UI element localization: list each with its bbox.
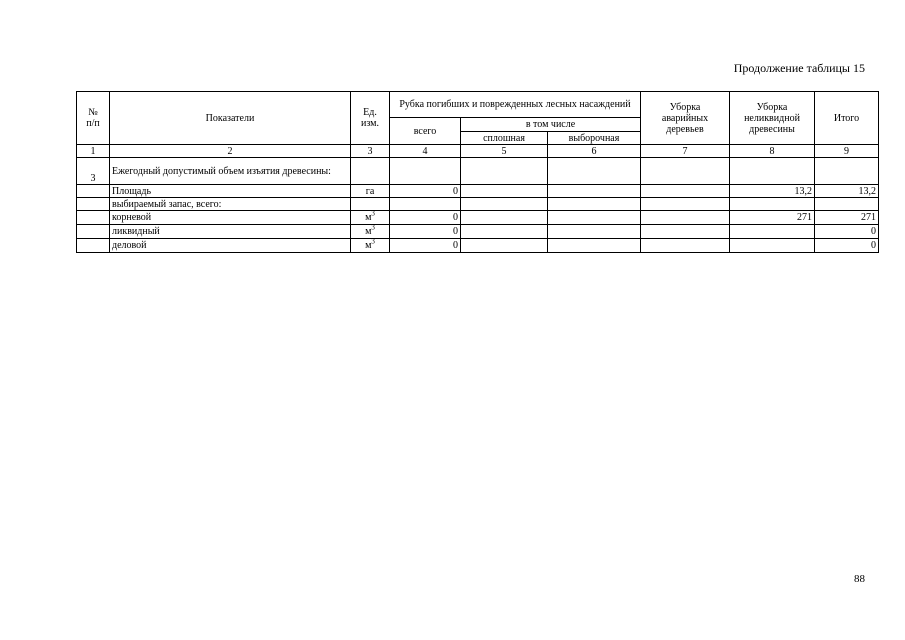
table-row	[77, 239, 879, 253]
row-value-6	[548, 211, 641, 225]
row-value-4: 0	[390, 239, 461, 253]
col-number-5: 5	[461, 145, 548, 158]
col-number-2: 2	[110, 145, 351, 158]
col-number-1: 1	[77, 145, 110, 158]
header-indicators: Показатели	[110, 92, 351, 145]
row-value-9: 13,2	[815, 185, 879, 198]
header-num: № п/п	[77, 92, 110, 145]
row-name: выбираемый запас, всего:	[110, 198, 351, 211]
col-number-3: 3	[351, 145, 390, 158]
table-caption: Продолжение таблицы 15	[733, 61, 865, 75]
header-unit: Ед. изм.	[351, 92, 390, 145]
row-value-8	[730, 225, 815, 239]
table-row	[77, 185, 879, 198]
table-row	[77, 158, 879, 185]
row-name: Ежегодный допустимый объем изъятия древесины:	[110, 158, 351, 185]
col-number-7: 7	[641, 145, 730, 158]
row-value-9: 271	[815, 211, 879, 225]
row-num	[77, 185, 110, 198]
row-name: корневой	[110, 211, 351, 225]
col-number-8: 8	[730, 145, 815, 158]
row-value-7	[641, 185, 730, 198]
header-clear: сплошная	[461, 132, 548, 145]
row-name: ликвидный	[110, 225, 351, 239]
row-num	[77, 225, 110, 239]
row-value-4: 0	[390, 211, 461, 225]
header-including: в том числе	[461, 118, 641, 132]
row-value-5	[461, 211, 548, 225]
row-num	[77, 211, 110, 225]
table-row	[77, 198, 879, 211]
row-value-5	[461, 239, 548, 253]
table-row	[77, 225, 879, 239]
table-row	[77, 211, 879, 225]
col-number-9: 9	[815, 145, 879, 158]
row-name: Площадь	[110, 185, 351, 198]
row-value-7	[641, 239, 730, 253]
row-value-6	[548, 185, 641, 198]
col-number-6: 6	[548, 145, 641, 158]
row-unit: $м^3$	[351, 225, 390, 239]
col-number-4: 4	[390, 145, 461, 158]
row-value-6	[548, 239, 641, 253]
header-nonliquid: Уборка неликвидной древесины	[730, 92, 815, 145]
row-value-7	[641, 211, 730, 225]
header-selective: выборочная	[548, 132, 641, 145]
row-value-9: 0	[815, 239, 879, 253]
row-value-4: 0	[390, 225, 461, 239]
row-value-8: 271	[730, 211, 815, 225]
row-value-9: 0	[815, 225, 879, 239]
page-number: 88	[854, 573, 865, 585]
row-value-4: 0	[390, 185, 461, 198]
row-unit: $м^3$	[351, 211, 390, 225]
header-emergency: Уборка аварийных деревьев	[641, 92, 730, 145]
row-unit: га	[351, 185, 390, 198]
row-num: 3	[77, 158, 110, 185]
row-value-6	[548, 225, 641, 239]
row-num	[77, 239, 110, 253]
header-felling: Рубка погибших и поврежденных лесных насаждений	[390, 92, 641, 118]
row-value-5	[461, 185, 548, 198]
header-total: Итого	[815, 92, 879, 145]
row-value-8	[730, 239, 815, 253]
data-table	[76, 91, 879, 253]
row-name: деловой	[110, 239, 351, 253]
row-value-8: 13,2	[730, 185, 815, 198]
row-value-5	[461, 225, 548, 239]
header-total-felling: всего	[390, 118, 461, 145]
row-num	[77, 198, 110, 211]
row-value-7	[641, 225, 730, 239]
row-unit: $м^3$	[351, 239, 390, 253]
